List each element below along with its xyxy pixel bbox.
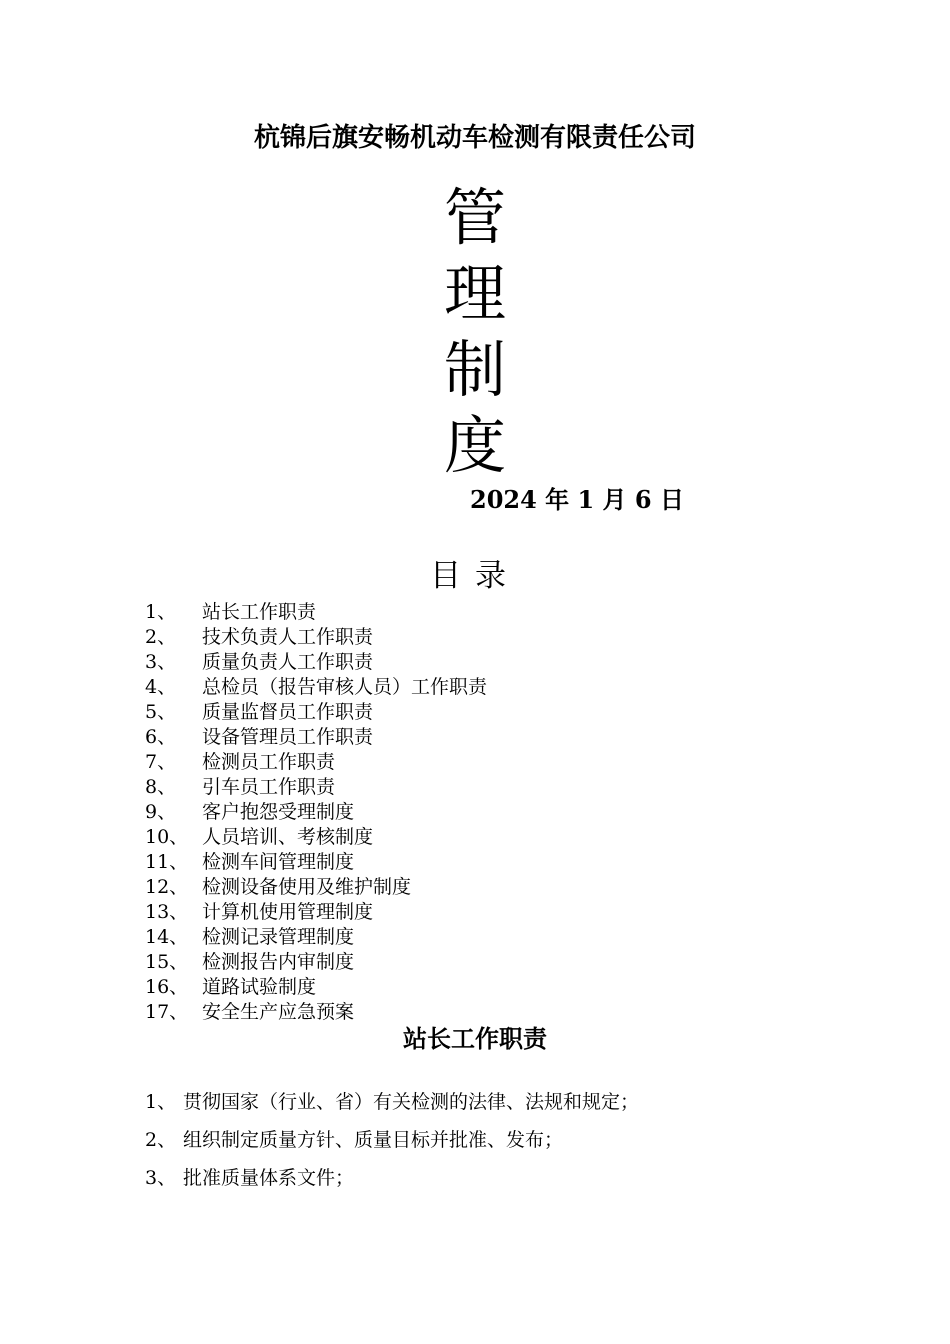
duty-item (145, 1159, 639, 1197)
toc-item (145, 900, 487, 925)
toc-item-number: 14、 (145, 926, 189, 948)
toc-item (145, 800, 487, 825)
toc-item-text: 检测报告内审制度 (202, 951, 355, 973)
table-of-contents (145, 600, 487, 1025)
toc-item (145, 875, 487, 900)
toc-item-number: 1、 (145, 601, 177, 623)
toc-item-number: 16、 (145, 976, 189, 998)
duty-item-number: 3、 (145, 1167, 177, 1189)
duty-item-text: 批准质量体系文件； (183, 1167, 355, 1189)
toc-item-number: 10、 (145, 826, 189, 848)
title-char: 理 (443, 257, 506, 330)
duty-item-number: 1、 (145, 1091, 177, 1113)
toc-item-number: 17、 (145, 1001, 189, 1023)
toc-item (145, 750, 487, 775)
toc-item-number: 2、 (145, 626, 177, 648)
toc-item-text: 计算机使用管理制度 (202, 901, 374, 923)
toc-item-text: 检测设备使用及维护制度 (202, 876, 412, 898)
title-char: 制 (443, 333, 506, 406)
toc-item-text: 质量监督员工作职责 (202, 701, 374, 723)
toc-item-text: 设备管理员工作职责 (202, 726, 374, 748)
toc-item (145, 650, 487, 675)
toc-item-text: 客户抱怨受理制度 (202, 801, 355, 823)
toc-item-number: 12、 (145, 876, 189, 898)
toc-item-text: 总检员（报告审核人员）工作职责 (202, 676, 488, 698)
document-date: 2024 年 1 月 6 日 (470, 485, 684, 514)
document-title (0, 180, 950, 484)
toc-item-number: 6、 (145, 726, 177, 748)
toc-heading: 目录 (430, 558, 520, 594)
toc-item (145, 850, 487, 875)
toc-item-number: 8、 (145, 776, 177, 798)
duty-item (145, 1121, 639, 1159)
toc-item (145, 725, 487, 750)
toc-item-text: 质量负责人工作职责 (202, 651, 374, 673)
toc-item (145, 775, 487, 800)
section-heading: 站长工作职责 (403, 1025, 547, 1053)
toc-item (145, 675, 487, 700)
toc-item-number: 7、 (145, 751, 177, 773)
toc-item-number: 4、 (145, 676, 177, 698)
toc-item-text: 道路试验制度 (202, 976, 317, 998)
title-char: 管 (443, 181, 506, 254)
toc-item-number: 11、 (145, 851, 189, 873)
toc-item (145, 975, 487, 1000)
duty-item-number: 2、 (145, 1129, 177, 1151)
duty-list (145, 1083, 639, 1197)
toc-item-text: 引车员工作职责 (202, 776, 336, 798)
toc-item-text: 检测记录管理制度 (202, 926, 355, 948)
toc-item (145, 925, 487, 950)
toc-item-text: 检测车间管理制度 (202, 851, 355, 873)
toc-item-text: 技术负责人工作职责 (202, 626, 374, 648)
duty-item-text: 贯彻国家（行业、省）有关检测的法律、法规和规定； (183, 1091, 640, 1113)
duty-item (145, 1083, 639, 1121)
toc-item-number: 13、 (145, 901, 189, 923)
toc-item (145, 950, 487, 975)
toc-item (145, 700, 487, 725)
toc-item-text: 站长工作职责 (202, 601, 317, 623)
toc-item-number: 9、 (145, 801, 177, 823)
title-char: 度 (443, 409, 506, 482)
toc-item-number: 15、 (145, 951, 189, 973)
toc-item (145, 600, 487, 625)
company-name: 杭锦后旗安畅机动车检测有限责任公司 (253, 123, 696, 153)
toc-item-text: 检测员工作职责 (202, 751, 336, 773)
toc-item-number: 3、 (145, 651, 177, 673)
toc-item-number: 5、 (145, 701, 177, 723)
duty-item-text: 组织制定质量方针、质量目标并批准、发布； (183, 1129, 564, 1151)
toc-item-text: 人员培训、考核制度 (202, 826, 374, 848)
toc-item (145, 825, 487, 850)
toc-item-text: 安全生产应急预案 (202, 1001, 355, 1023)
toc-item (145, 625, 487, 650)
